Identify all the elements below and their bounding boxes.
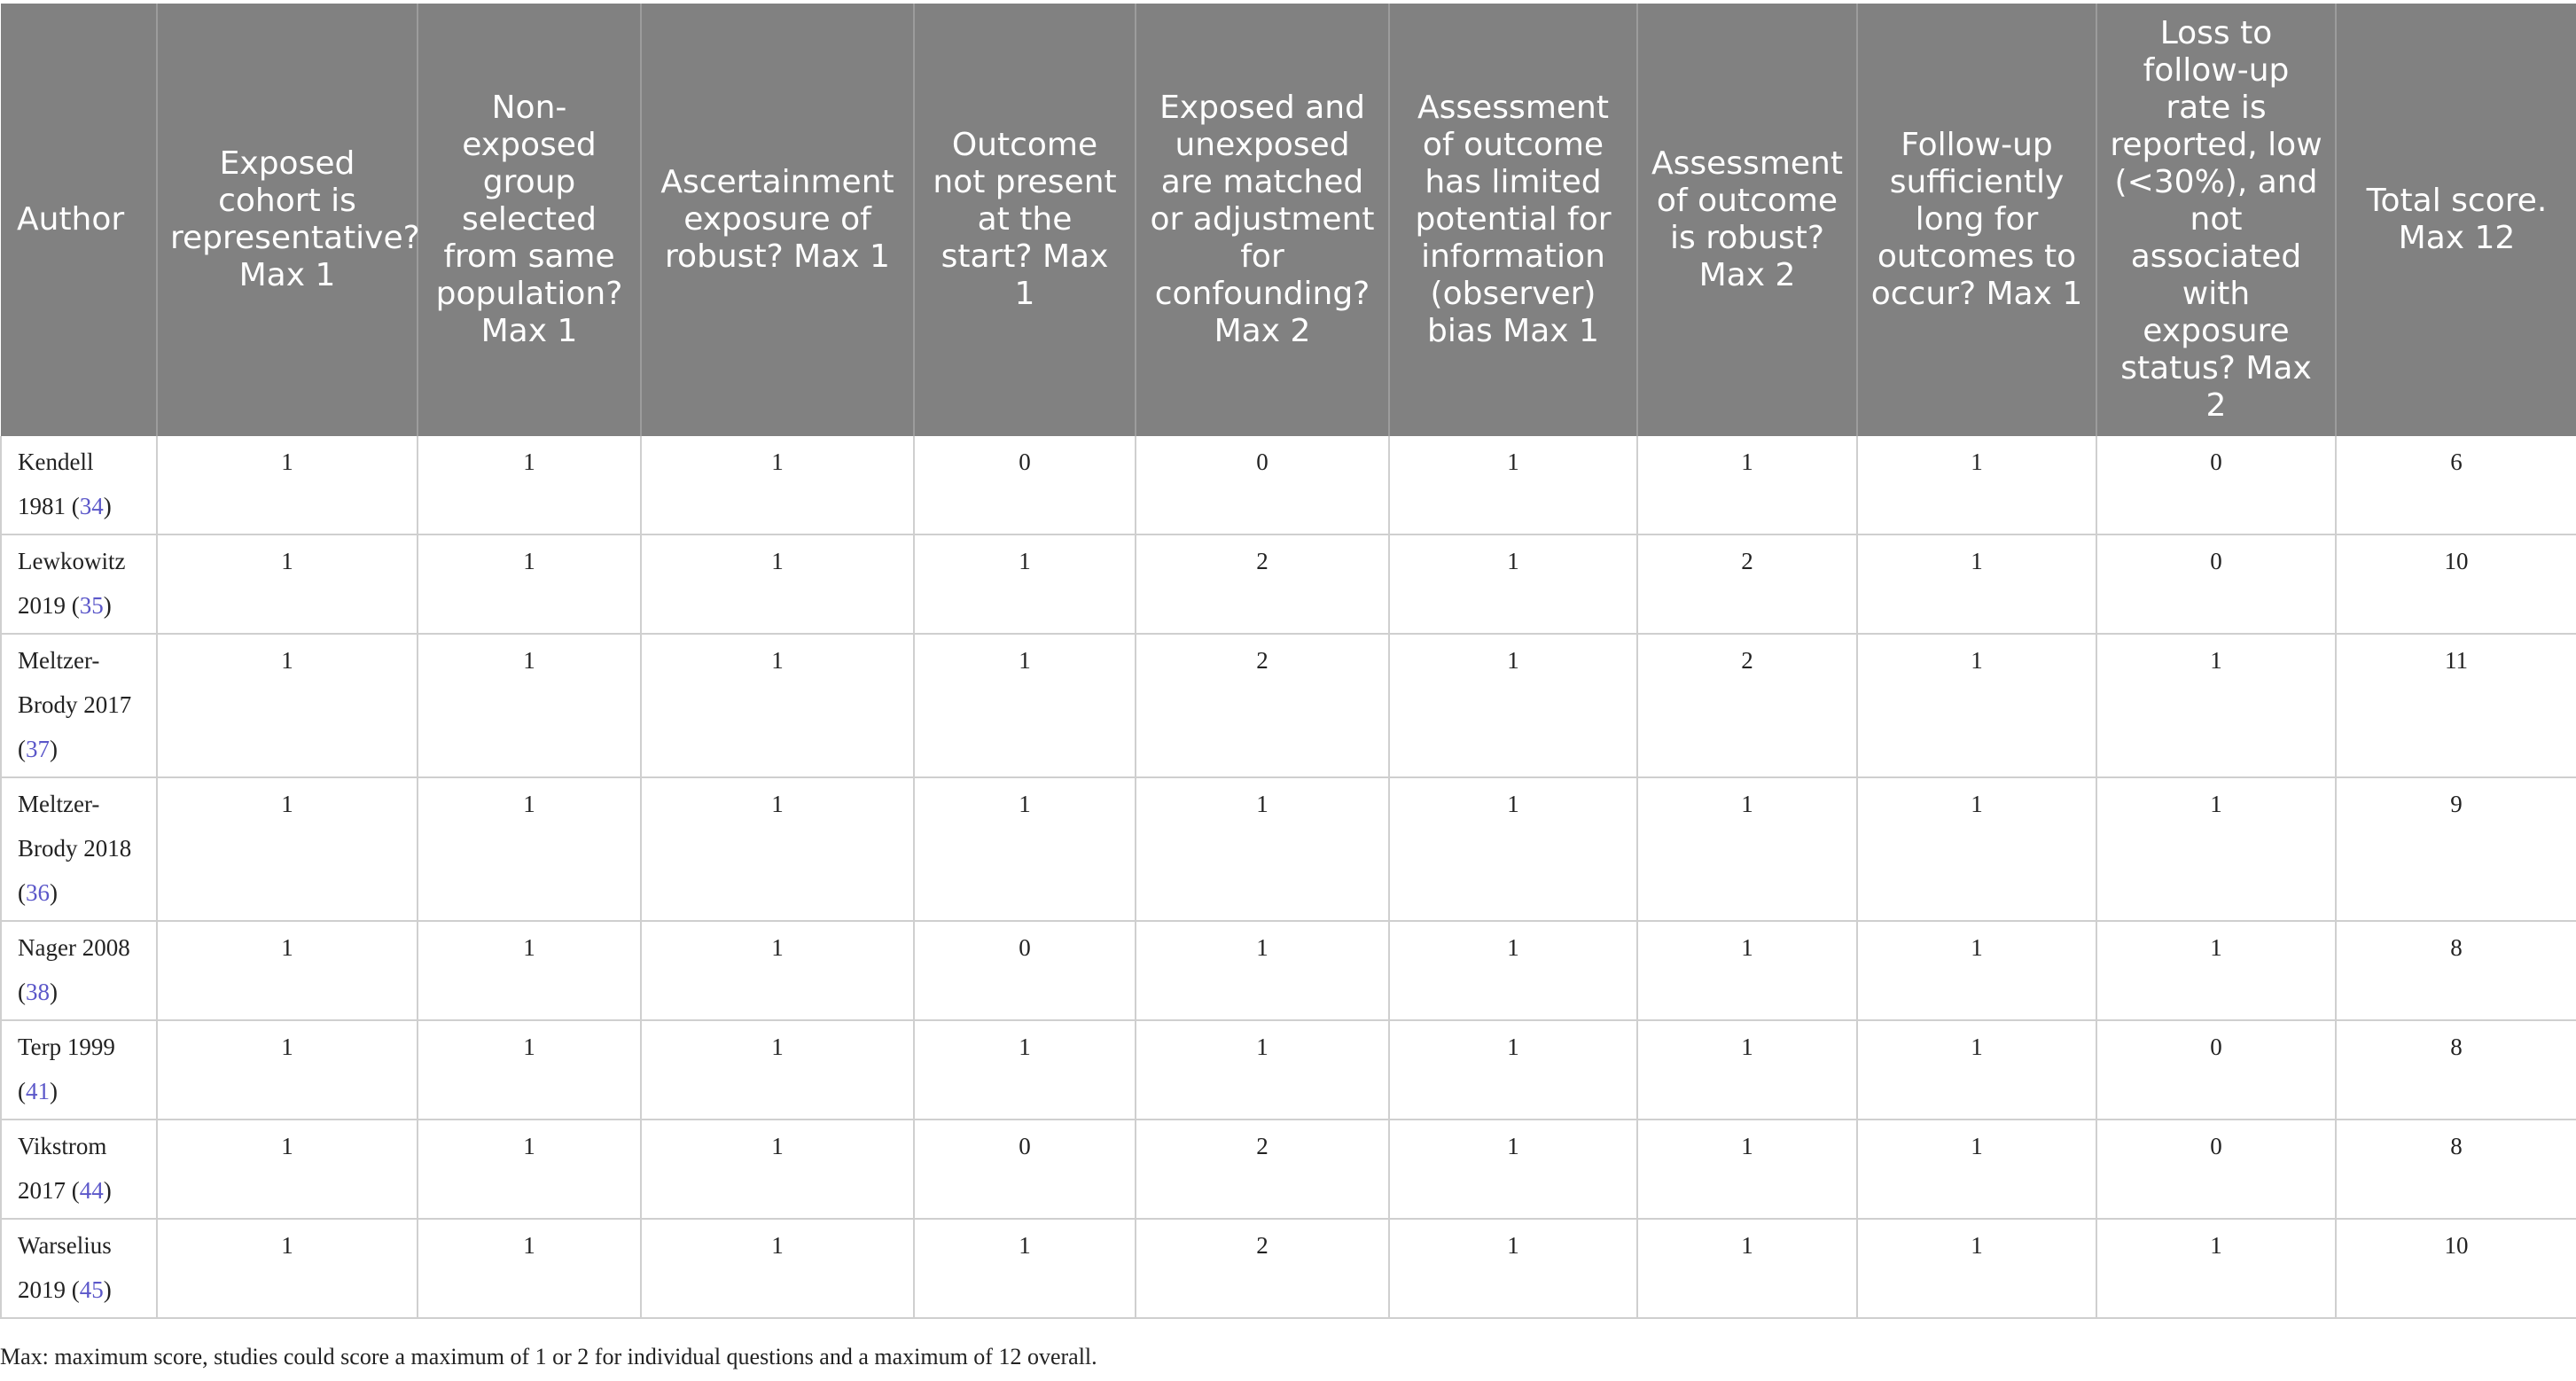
score-cell: 2 bbox=[1136, 634, 1389, 777]
total-score-cell: 11 bbox=[2336, 634, 2576, 777]
score-cell: 1 bbox=[1389, 534, 1637, 634]
table-footnote: Max: maximum score, studies could score a maximum of 1 or 2 for individual questions and a maximum of 12 overall. bbox=[0, 1344, 1097, 1369]
table-row bbox=[1, 534, 2576, 634]
score-cell: 1 bbox=[418, 1219, 641, 1318]
score-cell: 1 bbox=[914, 1219, 1136, 1318]
citation-link[interactable]: 36 bbox=[26, 879, 50, 906]
citation-link[interactable]: 44 bbox=[79, 1177, 104, 1204]
score-cell: 1 bbox=[1857, 1020, 2096, 1120]
col-header-outcome-not-present: Outcome not present at the start? Max 1 bbox=[914, 4, 1136, 436]
author-cell: Terp 1999 (41) bbox=[1, 1020, 157, 1120]
score-cell: 1 bbox=[1857, 921, 2096, 1020]
table-row bbox=[1, 777, 2576, 921]
score-cell: 1 bbox=[157, 1219, 418, 1318]
score-cell: 1 bbox=[2096, 1219, 2336, 1318]
score-cell: 1 bbox=[2096, 921, 2336, 1020]
author-cell: Vikstrom 2017 (44) bbox=[1, 1120, 157, 1219]
author-cell: Meltzer-Brody 2017 (37) bbox=[1, 634, 157, 777]
total-score-cell: 10 bbox=[2336, 534, 2576, 634]
score-cell: 1 bbox=[914, 634, 1136, 777]
quality-assessment-table-container bbox=[0, 4, 2576, 1319]
score-cell: 1 bbox=[1389, 1120, 1637, 1219]
score-cell: 1 bbox=[157, 921, 418, 1020]
author-name: Nager 2008 bbox=[18, 934, 130, 961]
score-cell: 1 bbox=[2096, 634, 2336, 777]
score-cell: 1 bbox=[1389, 1020, 1637, 1120]
score-cell: 1 bbox=[1637, 436, 1857, 534]
total-score-cell: 6 bbox=[2336, 436, 2576, 534]
score-cell: 1 bbox=[1637, 1120, 1857, 1219]
score-cell: 1 bbox=[1637, 921, 1857, 1020]
score-cell: 1 bbox=[1857, 436, 2096, 534]
col-header-ascertainment: Ascertainment exposure of robust? Max 1 bbox=[641, 4, 914, 436]
total-score-cell: 8 bbox=[2336, 1120, 2576, 1219]
score-cell: 0 bbox=[2096, 436, 2336, 534]
citation-link[interactable]: 38 bbox=[26, 979, 50, 1005]
score-cell: 1 bbox=[157, 534, 418, 634]
score-cell: 1 bbox=[641, 1219, 914, 1318]
table-row bbox=[1, 921, 2576, 1020]
score-cell: 0 bbox=[2096, 534, 2336, 634]
author-name: Terp 1999 bbox=[18, 1034, 115, 1060]
score-cell: 1 bbox=[1389, 921, 1637, 1020]
score-cell: 0 bbox=[914, 1120, 1136, 1219]
citation-link[interactable]: 41 bbox=[26, 1078, 50, 1104]
author-cell: Meltzer-Brody 2018 (36) bbox=[1, 777, 157, 921]
header-row bbox=[1, 4, 2576, 436]
score-cell: 0 bbox=[914, 921, 1136, 1020]
score-cell: 1 bbox=[1389, 1219, 1637, 1318]
score-cell: 1 bbox=[418, 436, 641, 534]
author-name: Vikstrom 2017 bbox=[18, 1133, 107, 1204]
score-cell: 1 bbox=[1857, 534, 2096, 634]
author-name: Meltzer-Brody 2017 bbox=[18, 647, 132, 718]
score-cell: 1 bbox=[1389, 436, 1637, 534]
author-cell: Warselius 2019 (45) bbox=[1, 1219, 157, 1318]
col-header-author: Author bbox=[1, 4, 157, 436]
score-cell: 0 bbox=[2096, 1120, 2336, 1219]
col-header-matched: Exposed and unexposed are matched or adjustment for confounding? Max 2 bbox=[1136, 4, 1389, 436]
table-row bbox=[1, 436, 2576, 534]
total-score-cell: 9 bbox=[2336, 777, 2576, 921]
author-name: Warselius 2019 bbox=[18, 1232, 112, 1303]
citation-link[interactable]: 34 bbox=[79, 493, 104, 519]
score-cell: 1 bbox=[1389, 634, 1637, 777]
col-header-observer-bias: Assessment of outcome has limited potential for information (observer) bias Max 1 bbox=[1389, 4, 1637, 436]
col-header-total-score: Total score. Max 12 bbox=[2336, 4, 2576, 436]
score-cell: 0 bbox=[2096, 1020, 2336, 1120]
score-cell: 1 bbox=[157, 634, 418, 777]
score-cell: 1 bbox=[641, 777, 914, 921]
score-cell: 1 bbox=[641, 921, 914, 1020]
table-row bbox=[1, 634, 2576, 777]
score-cell: 1 bbox=[1136, 1020, 1389, 1120]
col-header-outcome-robust: Assessment of outcome is robust? Max 2 bbox=[1637, 4, 1857, 436]
score-cell: 2 bbox=[1637, 634, 1857, 777]
table-body bbox=[1, 436, 2576, 1318]
total-score-cell: 8 bbox=[2336, 1020, 2576, 1120]
score-cell: 1 bbox=[1857, 777, 2096, 921]
score-cell: 1 bbox=[914, 1020, 1136, 1120]
score-cell: 2 bbox=[1136, 534, 1389, 634]
score-cell: 1 bbox=[418, 534, 641, 634]
author-name: Lewkowitz 2019 bbox=[18, 548, 126, 619]
score-cell: 1 bbox=[1389, 777, 1637, 921]
author-cell: Nager 2008 (38) bbox=[1, 921, 157, 1020]
score-cell: 1 bbox=[641, 534, 914, 634]
author-cell: Lewkowitz 2019 (35) bbox=[1, 534, 157, 634]
author-name: Meltzer-Brody 2018 bbox=[18, 791, 132, 862]
score-cell: 1 bbox=[1136, 777, 1389, 921]
score-cell: 1 bbox=[1637, 777, 1857, 921]
score-cell: 1 bbox=[1857, 634, 2096, 777]
col-header-non-exposed: Non-exposed group selected from same population? Max 1 bbox=[418, 4, 641, 436]
citation-link[interactable]: 37 bbox=[26, 736, 50, 762]
score-cell: 1 bbox=[641, 1020, 914, 1120]
table-row bbox=[1, 1020, 2576, 1120]
author-name: Kendell 1981 bbox=[18, 449, 94, 519]
col-header-loss-to-follow-up: Loss to follow-up rate is reported, low (<30%), and not associated with exposure status? Max 2 bbox=[2096, 4, 2336, 436]
score-cell: 1 bbox=[2096, 777, 2336, 921]
score-cell: 1 bbox=[1637, 1020, 1857, 1120]
score-cell: 1 bbox=[418, 777, 641, 921]
citation-link[interactable]: 45 bbox=[79, 1276, 104, 1303]
score-cell: 1 bbox=[1637, 1219, 1857, 1318]
score-cell: 2 bbox=[1637, 534, 1857, 634]
score-cell: 1 bbox=[157, 436, 418, 534]
table-row bbox=[1, 1120, 2576, 1219]
col-header-representative: Exposed cohort is representative? Max 1 bbox=[157, 4, 418, 436]
score-cell: 1 bbox=[914, 534, 1136, 634]
total-score-cell: 8 bbox=[2336, 921, 2576, 1020]
score-cell: 1 bbox=[157, 777, 418, 921]
score-cell: 0 bbox=[914, 436, 1136, 534]
score-cell: 1 bbox=[157, 1120, 418, 1219]
score-cell: 1 bbox=[418, 1020, 641, 1120]
quality-assessment-table bbox=[0, 4, 2576, 1319]
score-cell: 0 bbox=[1136, 436, 1389, 534]
score-cell: 2 bbox=[1136, 1219, 1389, 1318]
score-cell: 1 bbox=[641, 436, 914, 534]
score-cell: 1 bbox=[914, 777, 1136, 921]
total-score-cell: 10 bbox=[2336, 1219, 2576, 1318]
score-cell: 1 bbox=[157, 1020, 418, 1120]
citation-link[interactable]: 35 bbox=[79, 592, 104, 619]
author-cell: Kendell 1981 (34) bbox=[1, 436, 157, 534]
table-row bbox=[1, 1219, 2576, 1318]
score-cell: 1 bbox=[641, 634, 914, 777]
col-header-follow-up-length: Follow-up sufficiently long for outcomes to occur? Max 1 bbox=[1857, 4, 2096, 436]
score-cell: 1 bbox=[1857, 1120, 2096, 1219]
score-cell: 1 bbox=[1857, 1219, 2096, 1318]
score-cell: 1 bbox=[418, 634, 641, 777]
score-cell: 1 bbox=[418, 921, 641, 1020]
score-cell: 1 bbox=[1136, 921, 1389, 1020]
score-cell: 1 bbox=[641, 1120, 914, 1219]
score-cell: 1 bbox=[418, 1120, 641, 1219]
score-cell: 2 bbox=[1136, 1120, 1389, 1219]
